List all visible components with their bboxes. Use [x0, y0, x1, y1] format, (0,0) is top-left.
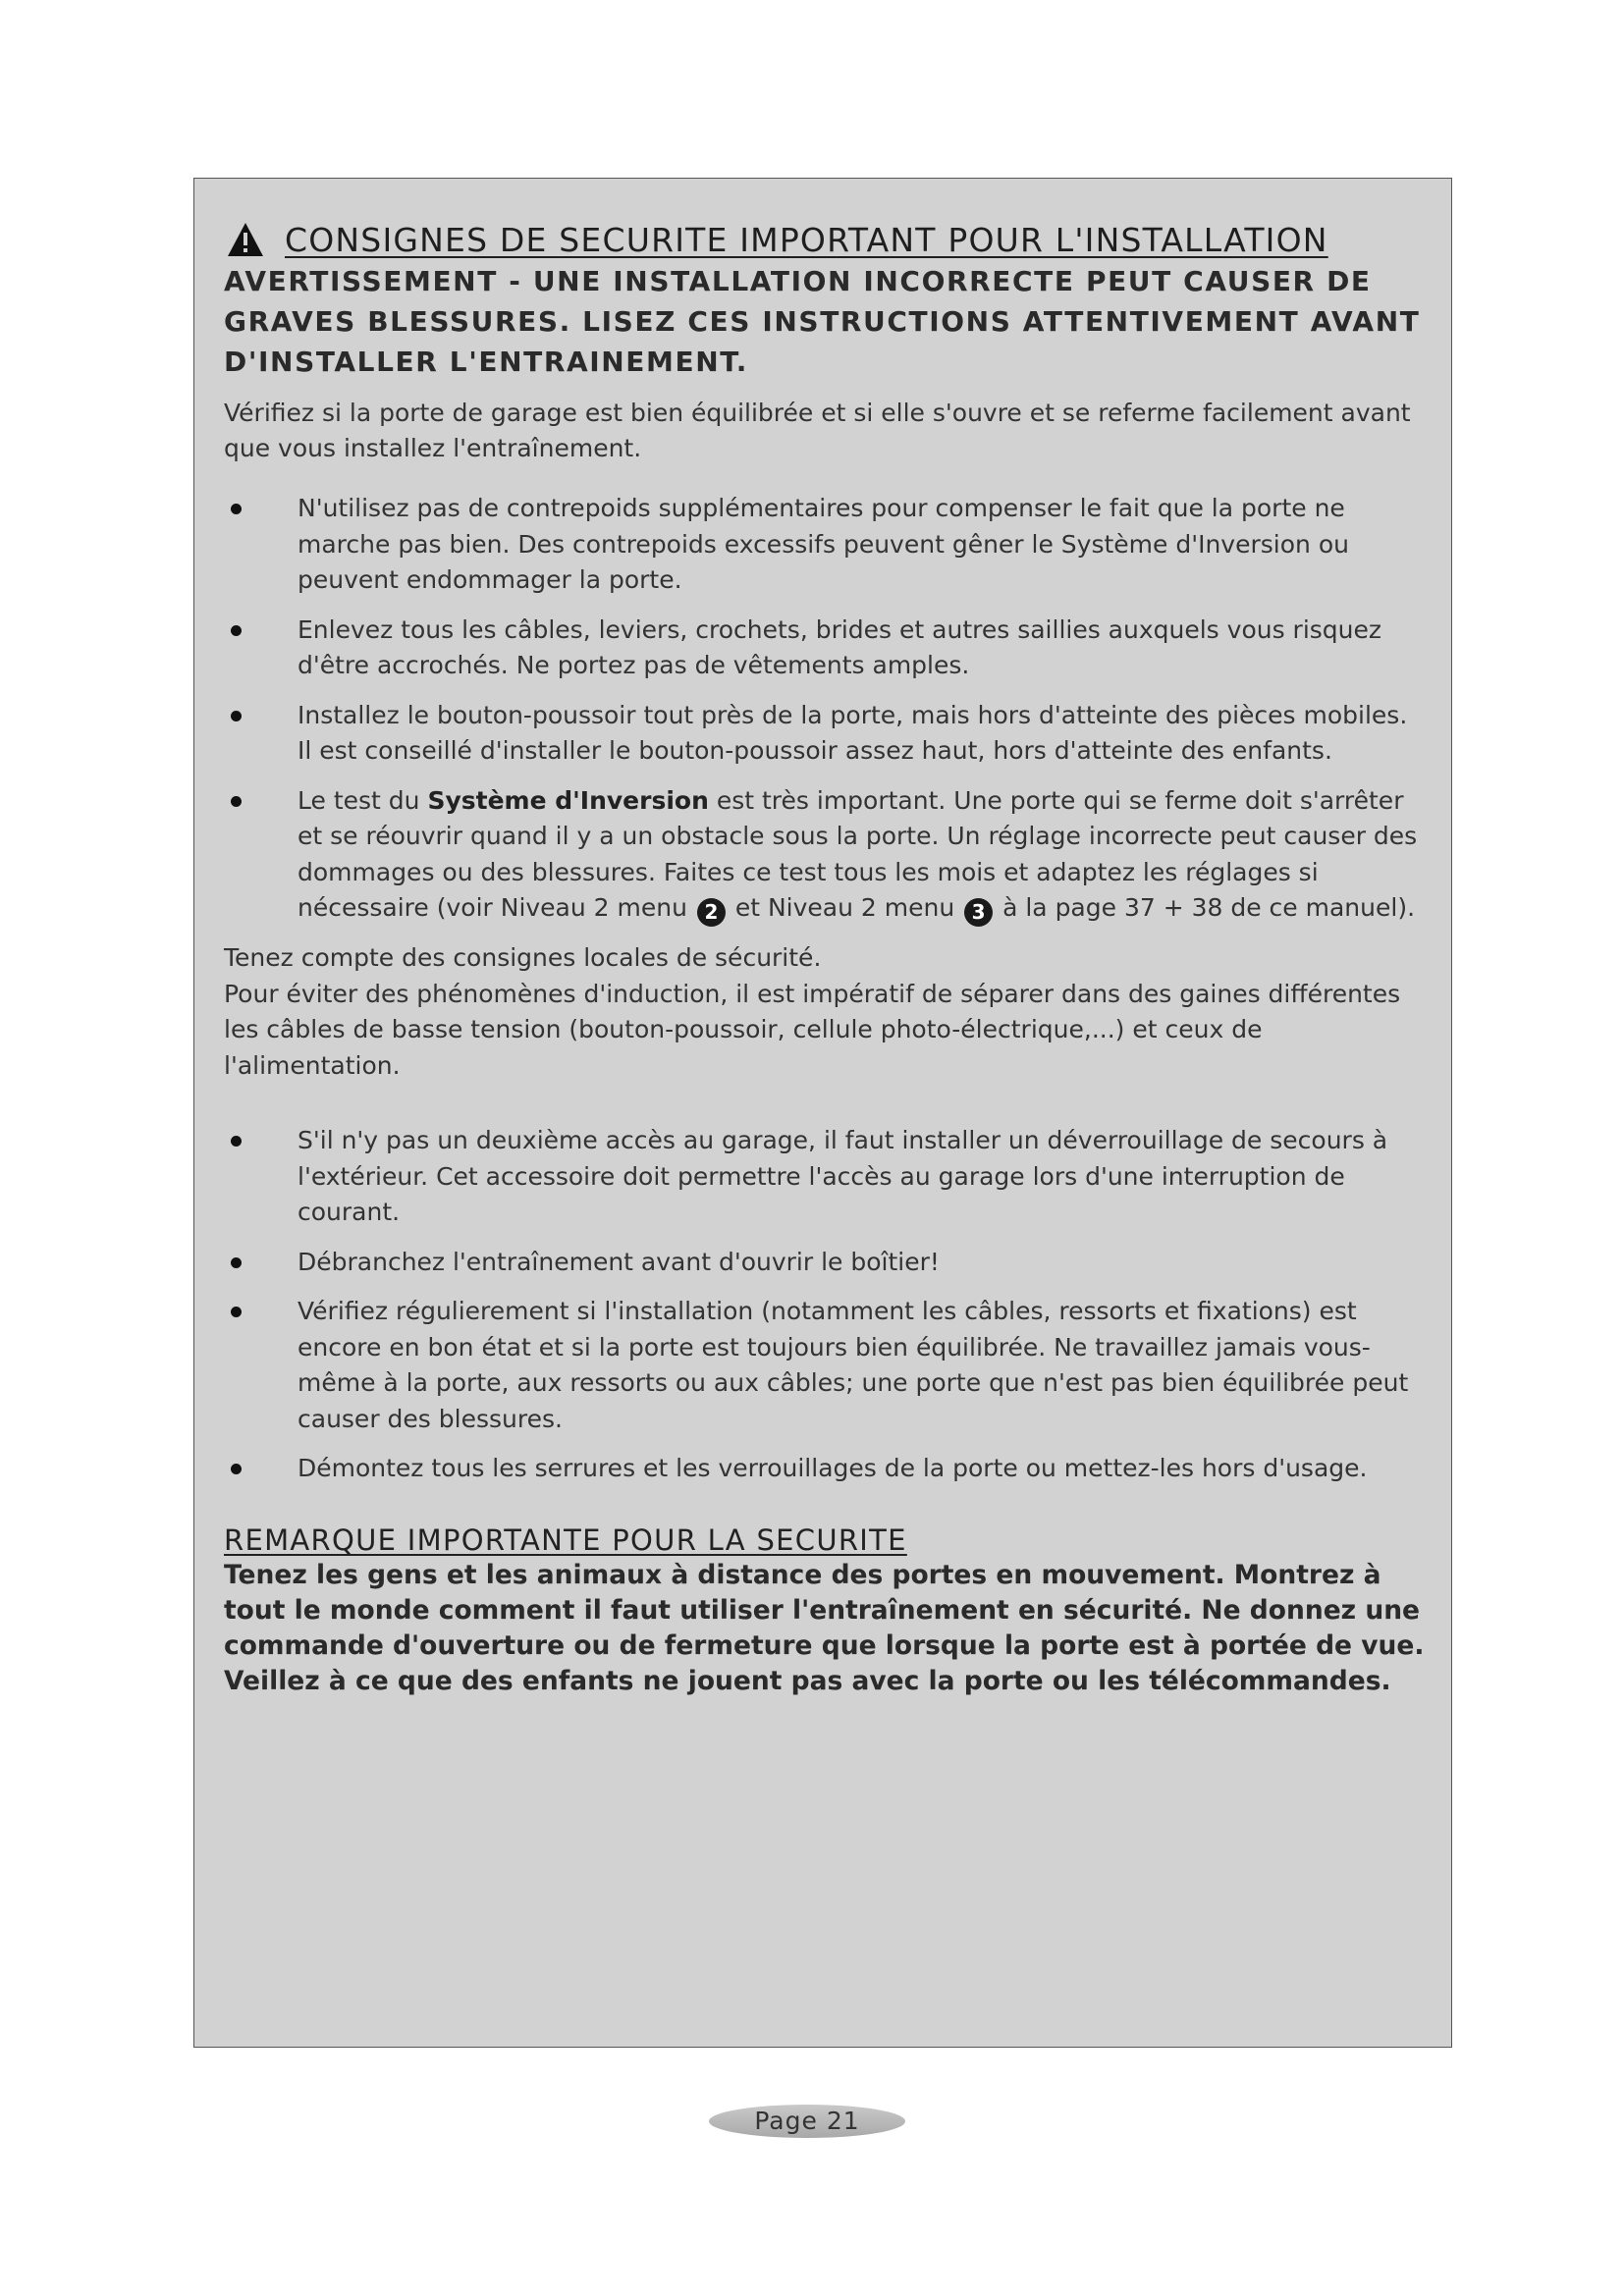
list-item [224, 1123, 1427, 1231]
bullet-icon [231, 796, 242, 807]
intro-paragraph: Vérifiez si la porte de garage est bien équilibrée et si elle s'ouvre et se referme facilement avant que vous installez l'entraînement. [224, 399, 1411, 462]
list-item-text-post: à la page 37 + 38 de ce manuel). [995, 893, 1416, 922]
bullet-icon [231, 625, 242, 636]
list-item-text: Débranchez l'entraînement avant d'ouvrir le boîtier! [298, 1247, 940, 1276]
list-item [224, 1294, 1427, 1437]
local-rules [224, 940, 1427, 1084]
list-item [224, 491, 1427, 599]
list-item [224, 698, 1427, 770]
menu-number-3-icon: 3 [964, 898, 993, 927]
list-item-text: Installez le bouton-poussoir tout près de la porte, mais hors d'atteinte des pièces mobiles. Il est conseillé d'installer le bouton-poussoir assez haut, hors d'atteinte des enfants. [298, 700, 1408, 765]
list-item-text: Démontez tous les serrures et les verrouillages de la porte ou mettez-les hors d'usage. [298, 1454, 1368, 1482]
list-item-text: S'il n'y pas un deuxième accès au garage, il faut installer un déverrouillage de secours à l'extérieur. Cet accessoire doit permettre l'accès au garage lors d'une interruption de courant. [298, 1126, 1388, 1226]
bullet-icon [231, 1136, 242, 1147]
page-title: CONSIGNES DE SECURITE IMPORTANT POUR L'INSTALLATION [285, 220, 1328, 259]
list-item-text: Vérifiez régulierement si l'installation (notamment les câbles, ressorts et fixations) est encore en bon état et si la porte est toujours bien équilibrée. Ne travaillez jamais vous-même à la porte, aux ressorts ou aux câbles; une porte que n'est pas bien équilibrée peut causer des blessures. [298, 1297, 1409, 1433]
title-row [224, 218, 1427, 261]
safety-panel [193, 178, 1452, 2048]
bullet-icon [231, 711, 242, 721]
list-item-text-mid: est très important. Une porte qui se ferme doit s'arrêter et se réouvrir quand il y a un obstacle sous la porte. Un réglage incorrecte peut causer des dommages ou des blessures. Faites ce test tous les mois et adaptez les réglages si nécessaire (voir Niveau 2 menu [298, 785, 1418, 922]
list-item-text-and: et Niveau 2 menu [727, 893, 963, 922]
local-rules-line-2: Pour éviter des phénomènes d'induction, il est impératif de séparer dans des gaines différentes les câbles de basse tension (bouton-poussoir, cellule photo-électrique,...) et ceux de l'alimentation. [224, 979, 1401, 1080]
panel-content [224, 218, 1427, 1699]
warning-triangle-icon [226, 221, 265, 258]
bullet-icon [231, 1257, 242, 1268]
safety-list-1 [224, 491, 1427, 927]
list-item [224, 1245, 1427, 1281]
list-item [224, 783, 1427, 928]
inversion-system-term: Système d'Inversion [427, 785, 709, 815]
list-item-text: N'utilisez pas de contrepoids supplémentaires pour compenser le fait que la porte ne marche pas bien. Des contrepoids excessifs peuvent gêner le Système d'Inversion ou peuvent endommager la porte. [298, 494, 1349, 594]
menu-number-2-icon: 2 [697, 898, 726, 927]
bullet-icon [231, 1307, 242, 1317]
local-rules-line-1: Tenez compte des consignes locales de sécurité. [224, 943, 822, 972]
bullet-icon [231, 504, 242, 514]
warning-text: AVERTISSEMENT - UNE INSTALLATION INCORRECTE PEUT CAUSER DE GRAVES BLESSURES. LISEZ CES INSTRUCTIONS ATTENTIVEMENT AVANT D'INSTALLER L'ENTRAINEMENT. [224, 265, 1421, 378]
list-item-text-pre: Le test du [298, 785, 428, 815]
page-number: Page 21 [709, 2105, 905, 2138]
remark-body: Tenez les gens et les animaux à distance des portes en mouvement. Montrez à tout le monde comment il faut utiliser l'entraînement en sécurité. Ne donnez une commande d'ouverture ou de fermeture que lorsque la porte est à portée de vue. Veillez à ce que des enfants ne jouent pas avec la porte ou les télécommandes. [224, 1559, 1425, 1696]
list-item [224, 613, 1427, 684]
bullet-icon [231, 1464, 242, 1474]
list-item-text: Enlevez tous les câbles, leviers, crochets, brides et autres saillies auxquels vous risquez d'être accrochés. Ne portez pas de vêtements amples. [298, 614, 1382, 679]
safety-list-2 [224, 1123, 1427, 1487]
list-item [224, 1451, 1427, 1487]
remark-title: REMARQUE IMPORTANTE POUR LA SECURITE [224, 1522, 907, 1557]
